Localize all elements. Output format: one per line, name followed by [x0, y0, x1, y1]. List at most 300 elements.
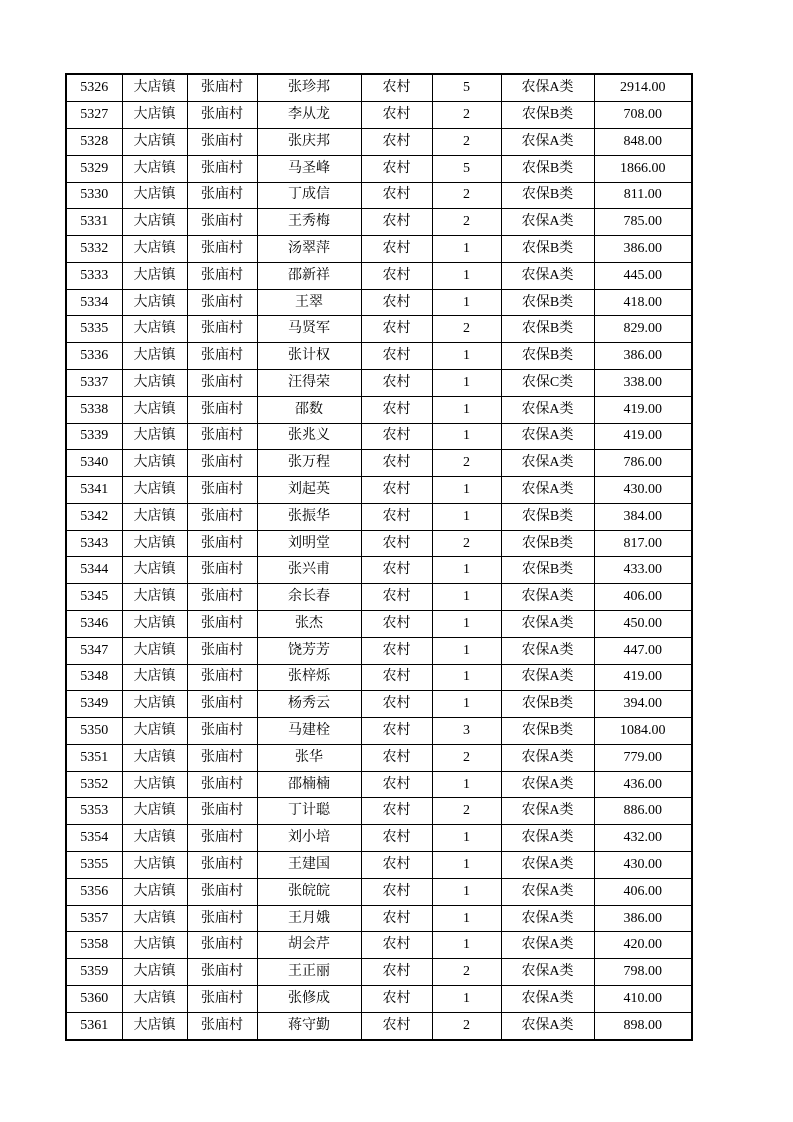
table-row: [66, 128, 692, 155]
town-cell: 大店镇: [122, 905, 187, 932]
village-cell: 张庙村: [187, 450, 257, 477]
amount-cell: 786.00: [594, 450, 692, 477]
household-type-cell: 农村: [361, 74, 432, 102]
serial-number-cell: 5331: [66, 209, 122, 236]
person-count-cell: 2: [432, 959, 501, 986]
household-type-cell: 农村: [361, 477, 432, 504]
household-type-cell: 农村: [361, 289, 432, 316]
table-row: [66, 396, 692, 423]
person-count-cell: 1: [432, 584, 501, 611]
person-count-cell: 1: [432, 637, 501, 664]
town-cell: 大店镇: [122, 557, 187, 584]
household-type-cell: 农村: [361, 584, 432, 611]
serial-number-cell: 5353: [66, 798, 122, 825]
table-row: [66, 289, 692, 316]
amount-cell: 419.00: [594, 423, 692, 450]
insurance-type-cell: 农保A类: [501, 664, 594, 691]
person-count-cell: 1: [432, 852, 501, 879]
person-name-cell: 马贤军: [257, 316, 361, 343]
person-name-cell: 张兴甫: [257, 557, 361, 584]
person-count-cell: 1: [432, 905, 501, 932]
village-cell: 张庙村: [187, 262, 257, 289]
table-row: [66, 852, 692, 879]
serial-number-cell: 5351: [66, 744, 122, 771]
village-cell: 张庙村: [187, 530, 257, 557]
table-row: [66, 477, 692, 504]
town-cell: 大店镇: [122, 209, 187, 236]
person-name-cell: 张珍邦: [257, 74, 361, 102]
person-count-cell: 2: [432, 128, 501, 155]
insurance-type-cell: 农保A类: [501, 584, 594, 611]
pension-roster-table: [65, 73, 693, 1041]
village-cell: 张庙村: [187, 74, 257, 102]
serial-number-cell: 5334: [66, 289, 122, 316]
village-cell: 张庙村: [187, 423, 257, 450]
person-count-cell: 2: [432, 798, 501, 825]
village-cell: 张庙村: [187, 878, 257, 905]
table-row: [66, 798, 692, 825]
person-count-cell: 1: [432, 262, 501, 289]
table-row: [66, 343, 692, 370]
town-cell: 大店镇: [122, 343, 187, 370]
insurance-type-cell: 农保A类: [501, 1012, 594, 1040]
table-row: [66, 744, 692, 771]
village-cell: 张庙村: [187, 825, 257, 852]
household-type-cell: 农村: [361, 691, 432, 718]
table-row: [66, 959, 692, 986]
serial-number-cell: 5329: [66, 155, 122, 182]
person-name-cell: 刘明堂: [257, 530, 361, 557]
person-name-cell: 余长春: [257, 584, 361, 611]
insurance-type-cell: 农保A类: [501, 423, 594, 450]
town-cell: 大店镇: [122, 798, 187, 825]
town-cell: 大店镇: [122, 718, 187, 745]
insurance-type-cell: 农保B类: [501, 503, 594, 530]
serial-number-cell: 5328: [66, 128, 122, 155]
serial-number-cell: 5350: [66, 718, 122, 745]
table-row: [66, 932, 692, 959]
person-name-cell: 邵楠楠: [257, 771, 361, 798]
person-count-cell: 2: [432, 182, 501, 209]
serial-number-cell: 5358: [66, 932, 122, 959]
town-cell: 大店镇: [122, 316, 187, 343]
household-type-cell: 农村: [361, 611, 432, 638]
town-cell: 大店镇: [122, 477, 187, 504]
serial-number-cell: 5338: [66, 396, 122, 423]
town-cell: 大店镇: [122, 369, 187, 396]
table-row: [66, 209, 692, 236]
person-name-cell: 丁计聪: [257, 798, 361, 825]
village-cell: 张庙村: [187, 557, 257, 584]
table-row: [66, 262, 692, 289]
amount-cell: 2914.00: [594, 74, 692, 102]
insurance-type-cell: 农保A类: [501, 959, 594, 986]
person-name-cell: 杨秀云: [257, 691, 361, 718]
serial-number-cell: 5345: [66, 584, 122, 611]
person-count-cell: 1: [432, 557, 501, 584]
amount-cell: 338.00: [594, 369, 692, 396]
insurance-type-cell: 农保A类: [501, 637, 594, 664]
town-cell: 大店镇: [122, 74, 187, 102]
serial-number-cell: 5336: [66, 343, 122, 370]
person-name-cell: 张皖皖: [257, 878, 361, 905]
serial-number-cell: 5348: [66, 664, 122, 691]
town-cell: 大店镇: [122, 852, 187, 879]
village-cell: 张庙村: [187, 182, 257, 209]
household-type-cell: 农村: [361, 209, 432, 236]
serial-number-cell: 5339: [66, 423, 122, 450]
insurance-type-cell: 农保A类: [501, 825, 594, 852]
person-count-cell: 1: [432, 369, 501, 396]
village-cell: 张庙村: [187, 959, 257, 986]
amount-cell: 817.00: [594, 530, 692, 557]
insurance-type-cell: 农保B类: [501, 102, 594, 129]
amount-cell: 447.00: [594, 637, 692, 664]
amount-cell: 419.00: [594, 664, 692, 691]
table-row: [66, 155, 692, 182]
town-cell: 大店镇: [122, 878, 187, 905]
table-row: [66, 905, 692, 932]
person-name-cell: 张计权: [257, 343, 361, 370]
serial-number-cell: 5326: [66, 74, 122, 102]
village-cell: 张庙村: [187, 771, 257, 798]
person-name-cell: 邵新祥: [257, 262, 361, 289]
person-count-cell: 5: [432, 155, 501, 182]
household-type-cell: 农村: [361, 932, 432, 959]
village-cell: 张庙村: [187, 128, 257, 155]
household-type-cell: 农村: [361, 718, 432, 745]
table-row: [66, 503, 692, 530]
person-count-cell: 1: [432, 396, 501, 423]
serial-number-cell: 5343: [66, 530, 122, 557]
village-cell: 张庙村: [187, 155, 257, 182]
amount-cell: 886.00: [594, 798, 692, 825]
serial-number-cell: 5359: [66, 959, 122, 986]
insurance-type-cell: 农保B类: [501, 691, 594, 718]
person-name-cell: 刘起英: [257, 477, 361, 504]
insurance-type-cell: 农保A类: [501, 262, 594, 289]
insurance-type-cell: 农保A类: [501, 477, 594, 504]
household-type-cell: 农村: [361, 503, 432, 530]
serial-number-cell: 5332: [66, 236, 122, 263]
person-name-cell: 刘小培: [257, 825, 361, 852]
household-type-cell: 农村: [361, 128, 432, 155]
village-cell: 张庙村: [187, 209, 257, 236]
insurance-type-cell: 农保A类: [501, 932, 594, 959]
town-cell: 大店镇: [122, 584, 187, 611]
insurance-type-cell: 农保A类: [501, 905, 594, 932]
amount-cell: 848.00: [594, 128, 692, 155]
table-row: [66, 316, 692, 343]
town-cell: 大店镇: [122, 771, 187, 798]
insurance-type-cell: 农保A类: [501, 985, 594, 1012]
village-cell: 张庙村: [187, 102, 257, 129]
village-cell: 张庙村: [187, 503, 257, 530]
insurance-type-cell: 农保B类: [501, 316, 594, 343]
insurance-type-cell: 农保B类: [501, 182, 594, 209]
person-name-cell: 张修成: [257, 985, 361, 1012]
insurance-type-cell: 农保A类: [501, 878, 594, 905]
person-name-cell: 张梓烁: [257, 664, 361, 691]
amount-cell: 811.00: [594, 182, 692, 209]
insurance-type-cell: 农保B类: [501, 343, 594, 370]
village-cell: 张庙村: [187, 664, 257, 691]
amount-cell: 384.00: [594, 503, 692, 530]
serial-number-cell: 5341: [66, 477, 122, 504]
table-row: [66, 771, 692, 798]
amount-cell: 436.00: [594, 771, 692, 798]
town-cell: 大店镇: [122, 959, 187, 986]
person-name-cell: 王秀梅: [257, 209, 361, 236]
household-type-cell: 农村: [361, 316, 432, 343]
household-type-cell: 农村: [361, 369, 432, 396]
person-count-cell: 2: [432, 102, 501, 129]
serial-number-cell: 5347: [66, 637, 122, 664]
serial-number-cell: 5356: [66, 878, 122, 905]
town-cell: 大店镇: [122, 691, 187, 718]
amount-cell: 898.00: [594, 1012, 692, 1040]
person-name-cell: 张华: [257, 744, 361, 771]
amount-cell: 798.00: [594, 959, 692, 986]
person-name-cell: 张杰: [257, 611, 361, 638]
village-cell: 张庙村: [187, 369, 257, 396]
person-count-cell: 1: [432, 771, 501, 798]
person-name-cell: 马圣峰: [257, 155, 361, 182]
village-cell: 张庙村: [187, 637, 257, 664]
household-type-cell: 农村: [361, 959, 432, 986]
person-name-cell: 张万程: [257, 450, 361, 477]
person-name-cell: 马建栓: [257, 718, 361, 745]
person-name-cell: 张振华: [257, 503, 361, 530]
amount-cell: 394.00: [594, 691, 692, 718]
insurance-type-cell: 农保B类: [501, 289, 594, 316]
serial-number-cell: 5344: [66, 557, 122, 584]
person-name-cell: 王建国: [257, 852, 361, 879]
insurance-type-cell: 农保A类: [501, 450, 594, 477]
person-name-cell: 李从龙: [257, 102, 361, 129]
insurance-type-cell: 农保A类: [501, 128, 594, 155]
serial-number-cell: 5335: [66, 316, 122, 343]
person-count-cell: 1: [432, 932, 501, 959]
town-cell: 大店镇: [122, 396, 187, 423]
village-cell: 张庙村: [187, 905, 257, 932]
table-row: [66, 985, 692, 1012]
insurance-type-cell: 农保B类: [501, 718, 594, 745]
household-type-cell: 农村: [361, 155, 432, 182]
village-cell: 张庙村: [187, 985, 257, 1012]
amount-cell: 418.00: [594, 289, 692, 316]
household-type-cell: 农村: [361, 182, 432, 209]
insurance-type-cell: 农保B类: [501, 530, 594, 557]
person-count-cell: 2: [432, 530, 501, 557]
household-type-cell: 农村: [361, 985, 432, 1012]
person-count-cell: 1: [432, 825, 501, 852]
amount-cell: 419.00: [594, 396, 692, 423]
household-type-cell: 农村: [361, 798, 432, 825]
person-count-cell: 1: [432, 691, 501, 718]
insurance-type-cell: 农保A类: [501, 74, 594, 102]
household-type-cell: 农村: [361, 771, 432, 798]
village-cell: 张庙村: [187, 798, 257, 825]
town-cell: 大店镇: [122, 825, 187, 852]
village-cell: 张庙村: [187, 1012, 257, 1040]
household-type-cell: 农村: [361, 262, 432, 289]
village-cell: 张庙村: [187, 744, 257, 771]
table-row: [66, 450, 692, 477]
village-cell: 张庙村: [187, 396, 257, 423]
person-count-cell: 1: [432, 289, 501, 316]
person-count-cell: 1: [432, 236, 501, 263]
household-type-cell: 农村: [361, 905, 432, 932]
insurance-type-cell: 农保B类: [501, 557, 594, 584]
amount-cell: 430.00: [594, 477, 692, 504]
serial-number-cell: 5355: [66, 852, 122, 879]
serial-number-cell: 5342: [66, 503, 122, 530]
person-name-cell: 张兆义: [257, 423, 361, 450]
town-cell: 大店镇: [122, 744, 187, 771]
amount-cell: 386.00: [594, 905, 692, 932]
serial-number-cell: 5330: [66, 182, 122, 209]
person-count-cell: 1: [432, 878, 501, 905]
household-type-cell: 农村: [361, 664, 432, 691]
table-row: [66, 557, 692, 584]
village-cell: 张庙村: [187, 852, 257, 879]
person-count-cell: 2: [432, 316, 501, 343]
person-count-cell: 1: [432, 664, 501, 691]
town-cell: 大店镇: [122, 155, 187, 182]
insurance-type-cell: 农保C类: [501, 369, 594, 396]
table-row: [66, 102, 692, 129]
table-row: [66, 691, 692, 718]
village-cell: 张庙村: [187, 316, 257, 343]
amount-cell: 386.00: [594, 343, 692, 370]
village-cell: 张庙村: [187, 691, 257, 718]
person-count-cell: 2: [432, 450, 501, 477]
person-count-cell: 2: [432, 209, 501, 236]
insurance-type-cell: 农保A类: [501, 771, 594, 798]
table-row: [66, 878, 692, 905]
person-count-cell: 1: [432, 985, 501, 1012]
town-cell: 大店镇: [122, 289, 187, 316]
village-cell: 张庙村: [187, 343, 257, 370]
village-cell: 张庙村: [187, 611, 257, 638]
table-row: [66, 182, 692, 209]
village-cell: 张庙村: [187, 477, 257, 504]
amount-cell: 406.00: [594, 878, 692, 905]
town-cell: 大店镇: [122, 236, 187, 263]
table-row: [66, 584, 692, 611]
person-count-cell: 1: [432, 423, 501, 450]
person-count-cell: 2: [432, 1012, 501, 1040]
household-type-cell: 农村: [361, 102, 432, 129]
household-type-cell: 农村: [361, 450, 432, 477]
village-cell: 张庙村: [187, 932, 257, 959]
amount-cell: 1084.00: [594, 718, 692, 745]
serial-number-cell: 5352: [66, 771, 122, 798]
town-cell: 大店镇: [122, 423, 187, 450]
insurance-type-cell: 农保A类: [501, 744, 594, 771]
amount-cell: 420.00: [594, 932, 692, 959]
serial-number-cell: 5333: [66, 262, 122, 289]
town-cell: 大店镇: [122, 637, 187, 664]
amount-cell: 386.00: [594, 236, 692, 263]
town-cell: 大店镇: [122, 932, 187, 959]
table-row: [66, 236, 692, 263]
person-name-cell: 胡会芹: [257, 932, 361, 959]
serial-number-cell: 5340: [66, 450, 122, 477]
household-type-cell: 农村: [361, 396, 432, 423]
town-cell: 大店镇: [122, 102, 187, 129]
insurance-type-cell: 农保A类: [501, 209, 594, 236]
household-type-cell: 农村: [361, 744, 432, 771]
town-cell: 大店镇: [122, 664, 187, 691]
table-row: [66, 664, 692, 691]
person-name-cell: 王正丽: [257, 959, 361, 986]
household-type-cell: 农村: [361, 637, 432, 664]
village-cell: 张庙村: [187, 718, 257, 745]
amount-cell: 432.00: [594, 825, 692, 852]
person-name-cell: 蒋守勤: [257, 1012, 361, 1040]
table-row: [66, 1012, 692, 1040]
household-type-cell: 农村: [361, 557, 432, 584]
amount-cell: 433.00: [594, 557, 692, 584]
amount-cell: 785.00: [594, 209, 692, 236]
household-type-cell: 农村: [361, 1012, 432, 1040]
table-row: [66, 423, 692, 450]
town-cell: 大店镇: [122, 503, 187, 530]
village-cell: 张庙村: [187, 236, 257, 263]
person-count-cell: 1: [432, 611, 501, 638]
table-row: [66, 718, 692, 745]
amount-cell: 779.00: [594, 744, 692, 771]
village-cell: 张庙村: [187, 289, 257, 316]
insurance-type-cell: 农保A类: [501, 396, 594, 423]
serial-number-cell: 5337: [66, 369, 122, 396]
insurance-type-cell: 农保A类: [501, 852, 594, 879]
person-name-cell: 丁成信: [257, 182, 361, 209]
insurance-type-cell: 农保A类: [501, 798, 594, 825]
insurance-type-cell: 农保B类: [501, 155, 594, 182]
household-type-cell: 农村: [361, 343, 432, 370]
person-name-cell: 张庆邦: [257, 128, 361, 155]
serial-number-cell: 5360: [66, 985, 122, 1012]
table-row: [66, 530, 692, 557]
amount-cell: 1866.00: [594, 155, 692, 182]
person-name-cell: 饶芳芳: [257, 637, 361, 664]
town-cell: 大店镇: [122, 182, 187, 209]
person-name-cell: 王月娥: [257, 905, 361, 932]
household-type-cell: 农村: [361, 878, 432, 905]
town-cell: 大店镇: [122, 128, 187, 155]
town-cell: 大店镇: [122, 985, 187, 1012]
person-name-cell: 王翠: [257, 289, 361, 316]
serial-number-cell: 5346: [66, 611, 122, 638]
person-name-cell: 汤翠萍: [257, 236, 361, 263]
table-row: [66, 74, 692, 102]
town-cell: 大店镇: [122, 1012, 187, 1040]
town-cell: 大店镇: [122, 450, 187, 477]
village-cell: 张庙村: [187, 584, 257, 611]
serial-number-cell: 5357: [66, 905, 122, 932]
serial-number-cell: 5354: [66, 825, 122, 852]
person-count-cell: 5: [432, 74, 501, 102]
person-name-cell: 邵数: [257, 396, 361, 423]
town-cell: 大店镇: [122, 262, 187, 289]
person-count-cell: 1: [432, 343, 501, 370]
insurance-type-cell: 农保B类: [501, 236, 594, 263]
amount-cell: 450.00: [594, 611, 692, 638]
person-count-cell: 1: [432, 477, 501, 504]
